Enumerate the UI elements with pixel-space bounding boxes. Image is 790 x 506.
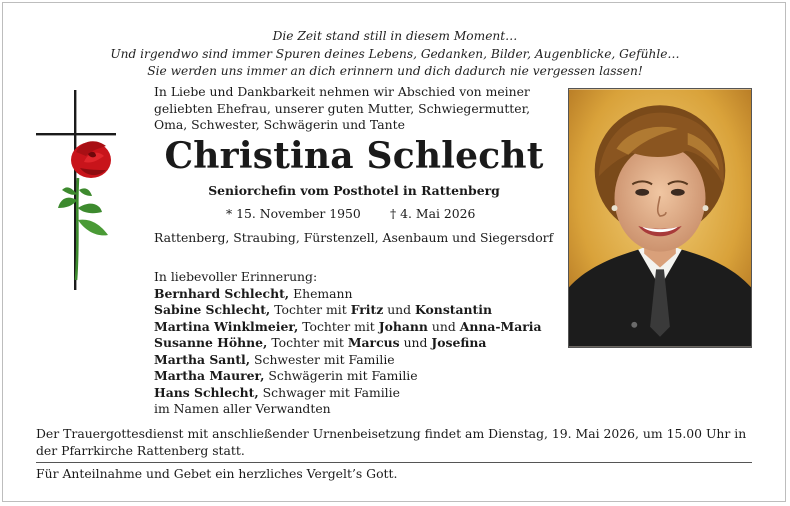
mourner-relation: Tochter mit — [298, 318, 379, 334]
mourner-name: Martina Winklmeier, — [154, 318, 299, 334]
mourner-line — [154, 302, 564, 319]
poem-line: Die Zeit stand still in diesem Moment… — [272, 29, 518, 43]
mourner-name: Bernhard Schlecht, — [154, 285, 290, 301]
mourner-name: Susanne Höhne, — [154, 335, 268, 350]
mourner-relation: im Namen aller Verwandten — [154, 401, 331, 416]
closing-text: Für Anteilnahme und Gebet ein herzliches Vergelt’s Gott. — [36, 466, 398, 481]
mourner-name: Anna-Maria — [459, 318, 542, 334]
mourner-relation: Tochter mit — [270, 302, 351, 317]
portrait-photo — [568, 88, 752, 348]
mourner-name: Marcus — [347, 335, 400, 350]
mourner-relation: Schwägerin mit Familie — [264, 368, 418, 383]
deceased-name: Christina Schlecht — [164, 135, 544, 177]
mourner-line — [154, 319, 564, 336]
mourner-line — [154, 401, 564, 418]
mourner-name: Hans Schlecht, — [154, 384, 259, 400]
rose-icon — [58, 141, 111, 280]
mourner-line — [154, 368, 564, 385]
mourner-relation: Schwester mit Familie — [250, 351, 395, 367]
poem-line: Und irgendwo sind immer Spuren deines Lebens, Gedanken, Bilder, Augenblicke, Gefühle… — [110, 46, 680, 61]
mourner-name: Johann — [378, 318, 428, 334]
cross-with-rose-icon — [36, 90, 136, 290]
mourner-relation: und — [427, 318, 460, 334]
mourner-line — [154, 352, 564, 369]
mourner-line — [154, 335, 564, 352]
mourner-name: Martha Santl, — [154, 351, 251, 367]
mourner-relation: und — [383, 302, 416, 317]
death-date: † 4. Mai 2026 — [390, 206, 476, 221]
mourner-line — [154, 385, 564, 402]
mourner-name: Fritz — [350, 302, 384, 317]
mourners-list — [154, 269, 564, 418]
birth-date: * 15. November 1950 — [226, 206, 361, 221]
mourner-lines — [154, 286, 564, 418]
deceased-title: Seniorchefin vom Posthotel in Rattenberg — [208, 183, 500, 198]
mourner-name: Konstantin — [415, 302, 492, 317]
mourners-heading: In liebevoller Erinnerung: — [154, 269, 318, 284]
mourner-name: Martha Maurer, — [154, 368, 265, 383]
divider — [36, 462, 752, 463]
places: Rattenberg, Straubing, Fürstenzell, Asenbaum und Siegersdorf — [154, 230, 554, 245]
poem — [0, 28, 790, 81]
mourner-name: Sabine Schlecht, — [154, 302, 271, 317]
mourner-relation: Schwager mit Familie — [258, 384, 400, 400]
mourner-relation: Ehemann — [289, 285, 353, 301]
mourner-relation: und — [399, 335, 432, 350]
intro-text: In Liebe und Dankbarkeit nehmen wir Abschied von meiner geliebten Ehefrau, unserer guten Mutter, Schwiegermutter, Oma, Schwester, Schwägerin und Tante — [154, 84, 531, 132]
mourner-line — [154, 286, 564, 303]
poem-line: Sie werden uns immer an dich erinnern und dich dadurch nie vergessen lassen! — [147, 64, 643, 78]
mourner-name: Josefina — [431, 335, 487, 350]
service-info: Der Trauergottesdienst mit anschließender Urnenbeisetzung findet am Dienstag, 19. Mai 2026, um 15.00 Uhr in der Pfarrkirche Rattenberg statt. — [36, 426, 747, 458]
mourner-relation: Tochter mit — [267, 335, 348, 350]
